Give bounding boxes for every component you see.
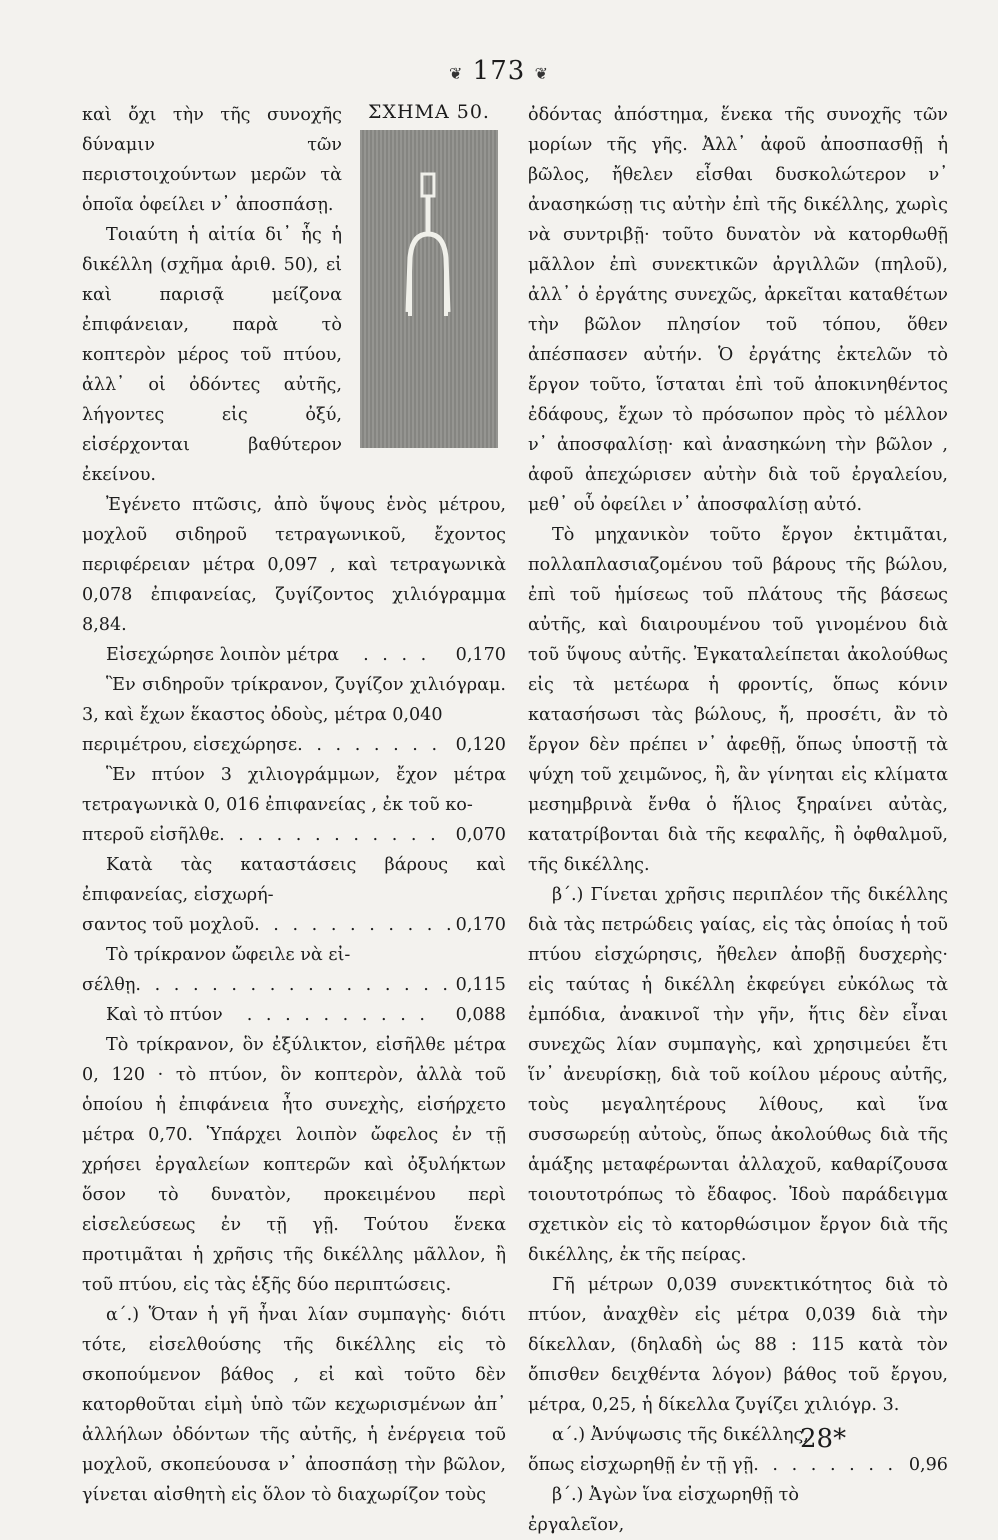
right-paragraph-3: β΄.) Γίνεται χρῆσις περιπλέον τῆς δικέλλης διὰ τὰς πετρώδεις γαίας, εἰς τὰς ὁποίας ἡ τοῦ πτύου εἰσχώρησις, ἤθελεν ἀποβῇ δυσχερὴς· εἰς ταύτας ἡ δικέλλη ἐκφεύγει εὐκόλως τὰ ἐμπόδια, ἀνακινοῖ τὴν γῆν, ἥτις δὲν εἶναι συνεχῶς λίαν συμπαγὴς, καὶ χρησιμεύει ἔτι ἵν᾿ ἀνευρίσκῃ, διὰ τοῦ κοίλου μέρους αὐτῆς, τοὺς μεγαλητέρους λίθους, καὶ ἵνα συσσωρεύῃ αὐτοὺς, ὅπως ἀκολούθως διὰ τῆς ἁμάξης μεταφέρωνται ἀλλαχοῦ, καθαρίζουσα τοιουτοτρόπως τὸ ἔδαφος. Ἰδοὺ παράδειγμα σχετικὸν εἰς τὸ κατορθώσιμον ἔργον διὰ τῆς δικέλλης, ἐκ τῆς πείρας. bbox=[528, 885, 948, 1265]
row-value: 0,120 bbox=[455, 735, 506, 755]
measurement-row bbox=[82, 820, 506, 850]
leader-dots bbox=[753, 1450, 903, 1480]
row-label: Εἰσεχώρησε λοιπὸν μέτρα bbox=[106, 645, 340, 665]
left-paragraph-5: Ἓν πτύον 3 χιλιογράμμων, ἔχον μέτρα τετραγωνικὰ 0, 016 ἐπιφανείας , ἐκ τοῦ κο- bbox=[82, 765, 506, 815]
leader-dots bbox=[223, 1000, 426, 1030]
right-paragraph-2: Τὸ μηχανικὸν τοῦτο ἔργον ἐκτιμᾶται, πολλαπλασιαζομένου τοῦ βάρους τῆς βώλου, ἐπὶ τοῦ ἡμίσεως τοῦ πλάτους τῆς βάσεως αὐτῆς, καὶ διαιρουμένου τοῦ γινομένου διὰ τοῦ ὕψους αὐτῆς. Ἐγκαταλείπεται ἀκολούθως εἰς τὰ μετέωρα ἡ φροντίς, ὅπως κόνιν κατασήσωσι τὰς βώλους, ἤ, προσέτι, ἂν τὸ ἔργον δὲν πρέπει ν᾿ ἀφεθῇ, ὅπως ὑποστῇ τὰ ψύχη τοῦ χειμῶνος, ἢ, ἂν γίνηται εἰς κλίματα μεσημβρινὰ ἔνθα ὁ ἥλιος ξηραίνει αὐτὰς, κατατρίβονται διὰ τῆς κεφαλῆς, ἢ ὀφθαλμοῦ, τῆς δικέλλης. bbox=[528, 525, 948, 875]
left-paragraph-7: Τὸ τρίκρανον ὤφειλε νὰ εἰ- bbox=[106, 945, 351, 965]
leader-dots bbox=[254, 910, 450, 940]
left-paragraph-1: καὶ ὄχι τὴν τῆς συνοχῆς δύναμιν τῶν περιστοιχούντων μερῶν τὰ ὁποῖα ὀφείλει ν᾿ ἀποσπάσῃ. bbox=[82, 105, 342, 215]
measurement-row bbox=[82, 640, 506, 670]
row-value: 0,170 bbox=[455, 915, 506, 935]
left-paragraph-3: Ἐγένετο πτῶσις, ἀπὸ ὕψους ἑνὸς μέτρου, μοχλοῦ σιδηροῦ τετραγωνικοῦ, ἔχοντος περιφέρειαν μέτρα 0,097 , καὶ τετραγωνικὰ 0,078 ἐπιφανείας, ζυγίζοντος χιλιόγραμμα 8,84. bbox=[82, 495, 506, 635]
row-label: περιμέτρου, εἰσεχώρησε bbox=[82, 735, 298, 755]
measurement-row bbox=[82, 1000, 506, 1030]
left-column bbox=[82, 100, 506, 1510]
right-column bbox=[528, 100, 948, 1540]
row-value: 0,96 bbox=[908, 1455, 948, 1475]
leader-dots bbox=[135, 970, 449, 1000]
pitchfork-icon bbox=[360, 130, 498, 448]
measurement-row bbox=[528, 1450, 948, 1480]
row-value: 0,170 bbox=[455, 645, 506, 665]
page-header bbox=[0, 56, 998, 86]
row-label: πτεροῦ εἰσῆλθε bbox=[82, 825, 220, 845]
right-paragraph-5: α΄.) Ἀνύψωσις τῆς δικέλλης, bbox=[552, 1425, 809, 1445]
right-paragraph-1: ὀδόντας ἀπόστημα, ἕνεκα τῆς συνοχῆς τῶν μορίων τῆς γῆς. Ἀλλ᾿ ἀφοῦ ἀποσπασθῇ ἡ βῶλος, ἤθελεν εἶσθαι δυσκολώτερον ν᾿ ἀνασηκώσῃ τις αὐτὴν ἐπὶ τῆς δικέλλης, χωρὶς νὰ συντριβῇ· τοῦτο δυνατὸν νὰ κατορθωθῇ μᾶλλον ἐπὶ συνεκτικῶν ἀργιλλῶν (πηλοῦ), ἀλλ᾿ ὁ ἐργάτης συνεχῶς, ἀρκεῖται καταθέτων τὴν βῶλον πλησίον τοῦ τόπου, ὅθεν ἀπέσπασεν αὐτήν. Ὁ ἐργάτης ἐκτελῶν τὸ ἔργον τοῦτο, ἵσταται ἐπὶ τοῦ ἀποκινηθέντος ἐδάφους, ἔχων τὸ πρόσωπον πρὸς τὸ μέλλον ν᾿ ἀποσφαλίσῃ· καὶ ἀνασηκώνη τὴν βῶλον , ἀφοῦ ἀπεχώρισεν αὐτὴν διὰ τοῦ ἐργαλείου, μεθ᾿ οὗ ὀφείλει ν᾿ ἀποσφαλίσῃ αὐτό. bbox=[528, 105, 948, 515]
left-paragraph-4: Ἓν σιδηροῦν τρίκρανον, ζυγίζον χιλιόγραμ. 3, καὶ ἔχων ἕκαστος ὀδοὺς, μέτρα 0,040 bbox=[82, 675, 506, 725]
left-paragraph-6: Κατὰ τὰς καταστάσεις βάρους καὶ ἐπιφανείας, εἰσχωρή- bbox=[82, 855, 506, 905]
right-paragraph-4: Γῆ μέτρων 0,039 συνεκτικότητος διὰ τὸ πτύον, ἀναχθὲν εἰς μέτρα 0,039 διὰ τὴν δίκελλαν, (δηλαδὴ ὡς 88 : 115 κατὰ τὸν ὄπισθεν δειχθέντα λόγον) βάθος τοῦ ἔργου, μέτρα, 0,25, ἡ δίκελλα ζυγίζει χιλιόγρ. 3. bbox=[528, 1275, 948, 1415]
left-paragraph-2: Τοιαύτη ἡ αἰτία δι᾿ ἧς ἡ δικέλλη (σχῆμα ἀριθ. 50), εἰ καὶ παρισᾷ μείζονα ἐπιφάνειαν, παρὰ τὸ κοπτερὸν μέρος τοῦ πτύου, ἀλλ᾿ οἱ ὀδόντες αὐτῆς, λήγοντες εἰς ὀξύ, εἰσέρχονται βαθύτερον ἐκείνου. bbox=[82, 225, 342, 485]
row-label: Καὶ τὸ πτύον bbox=[106, 1005, 223, 1025]
row-label: σέλθῃ bbox=[82, 975, 136, 995]
measurement-row bbox=[82, 970, 506, 1000]
row-label: ὅπως εἰσχωρηθῇ ἐν τῇ γῇ bbox=[528, 1455, 754, 1475]
left-paragraph-8: Τὸ τρίκρανον, ὃν ἐξύλικτον, εἰσῆλθε μέτρα 0, 120 · τὸ πτύον, ὃν κοπτερὸν, ἀλλὰ τοῦ ὁποίου ἡ ἐπιφάνεια ἦτο συνεχὴς, εἰσήρχετο μέτρα 0,70. Ὑπάρχει λοιπὸν ὤφελος ἐν τῇ χρήσει ἐργαλείων κοπτερῶν καὶ ὀξυλήκτων ὅσον τὸ δυνατὸν, προκειμένου περὶ εἰσελεύσεως ἐν τῇ γῇ. Τούτου ἕνεκα προτιμᾶται ἡ χρῆσις τῆς δικέλλης μᾶλλον, ἢ τοῦ πτύου, εἰς τὰς ἑξῆς δύο περιπτώσεις. bbox=[82, 1035, 506, 1295]
left-paragraph-9: α΄.) Ὅταν ἡ γῆ ἦναι λίαν συμπαγὴς· διότι τότε, εἰσελθούσης τῆς δικέλλης εἰς τὸ σκοπούμενον βάθος , εἰ καὶ τοῦτο δὲν κατορθοῦται εἰμὴ ὑπὸ τῶν κεχωρισμένων ἀπ᾿ ἀλλήλων ὀδόντων τῆς αὐτῆς, ἡ ἐνέργεια τοῦ μοχλοῦ, σκοπεύουσα ν᾿ ἀποσπάσῃ τὴν βῶλον, γίνεται αἰσθητὴ εἰς ὅλον τὸ διαχωρίζον τοὺς bbox=[82, 1305, 506, 1505]
row-label: σαντος τοῦ μοχλοῦ bbox=[82, 915, 255, 935]
row-value: 0,115 bbox=[455, 975, 506, 995]
signature-mark: 28* bbox=[800, 1424, 847, 1454]
leader-dots bbox=[339, 640, 426, 670]
ornament-right-icon: ❦ bbox=[534, 64, 549, 83]
leader-dots bbox=[297, 730, 449, 760]
page-number-header: 173 bbox=[472, 56, 526, 86]
row-value: 0,088 bbox=[455, 1005, 506, 1025]
right-paragraph-7: ἐργαλεῖον, bbox=[528, 1515, 625, 1535]
ornament-left-icon: ❦ bbox=[449, 64, 464, 83]
fork-illustration bbox=[360, 130, 498, 448]
measurement-row bbox=[82, 910, 506, 940]
figure bbox=[352, 98, 506, 448]
row-value: 0,070 bbox=[455, 825, 506, 845]
measurement-row bbox=[82, 730, 506, 760]
leader-dots bbox=[219, 820, 450, 850]
right-paragraph-6: β΄.) Ἀγὼν ἵνα εἰσχωρηθῇ τὸ bbox=[552, 1485, 799, 1505]
figure-caption: ΣΧΗΜΑ 50. bbox=[368, 101, 490, 123]
